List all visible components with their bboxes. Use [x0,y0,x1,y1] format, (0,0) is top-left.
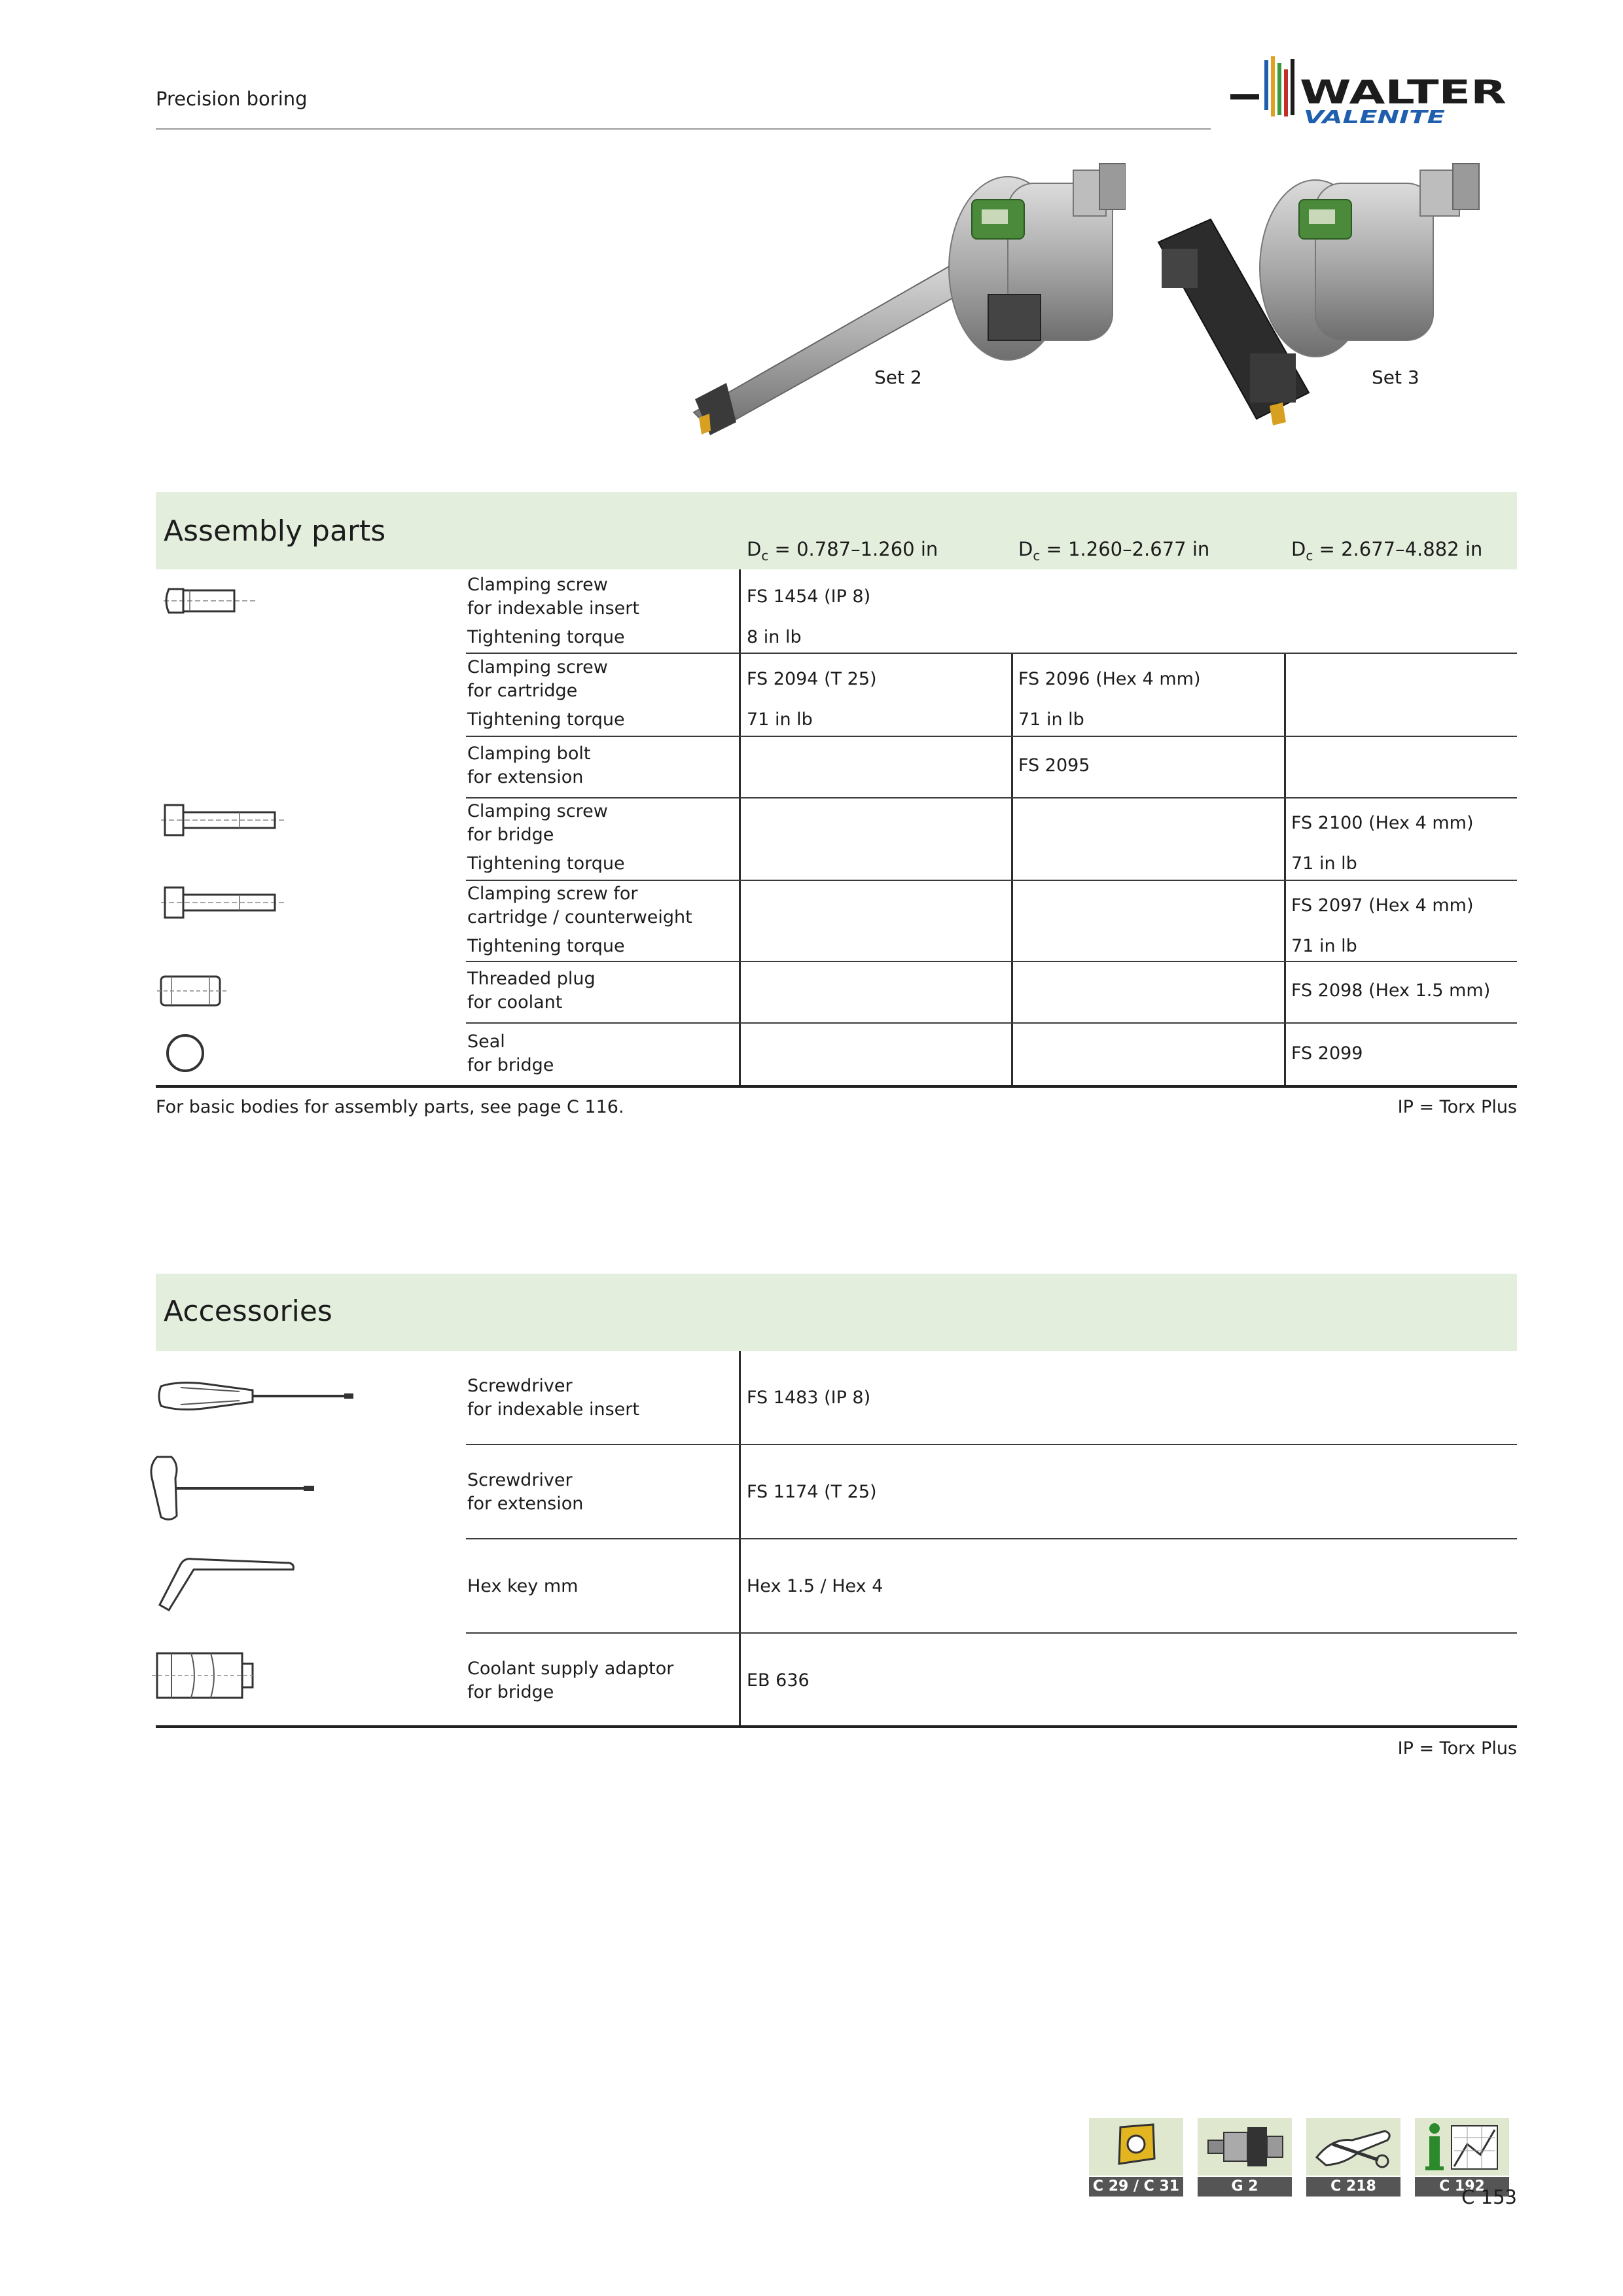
table-cell-value: FS 2095 [1018,755,1090,776]
torque-label: Tightening torque [467,627,625,647]
svg-text:VALENITE: VALENITE [1304,106,1445,128]
table-cell-value: 71 in lb [747,709,813,730]
table-cell-value: EB 636 [747,1670,810,1691]
table-cell-value: 71 in lb [1291,936,1357,956]
assembly-torx-note: IP = Torx Plus [1397,1097,1517,1117]
table-cell-desc: Screwdriver [467,1470,573,1490]
screwdriver-icon [154,1373,357,1419]
product-image-set-3 [1152,157,1518,445]
table-cell-desc: Clamping screw [467,575,608,595]
insert-icon [1089,2118,1183,2176]
coolant-adaptor-icon [152,1643,257,1708]
table-bottom-rule [156,1725,1517,1728]
assembly-parts-title: Assembly parts [164,514,386,548]
svg-text:WALTER: WALTER [1300,73,1507,111]
accessories-torx-note: IP = Torx Plus [1397,1738,1517,1759]
boring-head-extension-icon [681,157,1126,445]
nav-tile-inserts[interactable] [1089,2118,1183,2197]
table-cell-value: FS 2097 (Hex 4 mm) [1291,895,1474,916]
table-cell-value: FS 1174 (T 25) [747,1482,877,1502]
table-cell-value: FS 2100 (Hex 4 mm) [1291,813,1474,833]
header-rule [156,128,1211,130]
row-divider [466,653,1517,654]
table-cell-desc: Clamping screw [467,657,608,677]
row-divider [466,1632,1517,1634]
table-cell-desc: for extension [467,1494,584,1514]
nav-label: C 192 [1415,2177,1509,2197]
product-image-set-2 [681,157,1126,445]
accessories-title: Accessories [164,1295,332,1328]
info-chart-icon [1415,2118,1509,2176]
torque-label: Tightening torque [467,936,625,956]
nav-label: C 218 [1306,2177,1400,2197]
clamping-screw-cartridge-icon [161,885,285,920]
table-cell-value: FS 1454 (IP 8) [747,586,871,607]
table-cell-desc: Clamping screw for [467,884,638,904]
row-divider [466,961,1517,962]
walter-valenite-logo [1230,54,1518,132]
torque-label: Tightening torque [467,709,625,730]
clamping-screw-bridge-icon [161,802,285,838]
table-cell-desc: Threaded plug [467,969,596,989]
table-cell-value: FS 1483 (IP 8) [747,1388,871,1408]
set-3-label: Set 3 [1372,367,1419,388]
table-cell-desc: for bridge [467,825,554,845]
table-cell-desc: Seal [467,1031,505,1052]
logo-mark-icon [1230,54,1518,132]
hex-key-icon [154,1555,298,1614]
row-divider [466,797,1517,798]
nav-label: G 2 [1198,2177,1292,2197]
table-cell-desc: cartridge / counterweight [467,907,692,927]
row-divider [466,1538,1517,1539]
table-bottom-rule [156,1085,1517,1088]
table-cell-value: FS 2098 (Hex 1.5 mm) [1291,980,1491,1001]
column-header-2: $D_c = 1.260-2.677$ in [1018,538,1210,564]
page-number: C 153 [1461,2186,1517,2208]
table-cell-desc: for indexable insert [467,598,639,619]
wrench-hand-icon [1306,2118,1400,2176]
row-divider [466,736,1517,737]
column-header-3: $D_c = 2.677-4.882$ in [1291,538,1483,564]
set-2-label: Set 2 [874,367,922,388]
table-cell-desc: Hex key mm [467,1576,579,1596]
clamping-screw-icon [164,581,255,620]
table-cell-value: FS 2094 (T 25) [747,669,877,689]
table-cell-desc: Clamping bolt [467,744,591,764]
table-cell-value: 71 in lb [1291,853,1357,874]
nav-tile-handling[interactable] [1306,2118,1400,2197]
column-header-1: $D_c = 0.787-1.260$ in [747,538,938,564]
column-divider [739,569,741,1088]
column-divider [739,1351,741,1728]
table-cell-desc: Screwdriver [467,1376,573,1396]
table-cell-desc: for cartridge [467,681,578,701]
section-title: Precision boring [156,88,308,110]
assembly-footnote: For basic bodies for assembly parts, see page C 116. [156,1097,624,1117]
nav-tile-adaptors[interactable] [1198,2118,1292,2197]
table-cell-desc: for indexable insert [467,1399,639,1420]
torque-label: Tightening torque [467,853,625,874]
threaded-plug-icon [157,971,229,1011]
nav-label: C 29 / C 31 [1089,2177,1183,2197]
table-cell-desc: Clamping screw [467,801,608,821]
adaptor-icon [1198,2118,1292,2176]
table-cell-desc: for bridge [467,1682,554,1702]
table-cell-value: 71 in lb [1018,709,1084,730]
table-cell-value: FS 2096 (Hex 4 mm) [1018,669,1201,689]
nav-tile-technical-info[interactable] [1415,2118,1509,2197]
t-handle-screwdriver-icon [148,1452,318,1524]
table-cell-desc: for coolant [467,992,563,1013]
boring-head-bridge-icon [1152,157,1518,445]
row-divider [466,1444,1517,1445]
table-cell-desc: for extension [467,767,584,787]
table-cell-value: 8 in lb [747,627,802,647]
table-cell-desc: for bridge [467,1055,554,1075]
row-divider [466,880,1517,881]
accessories-band [156,1274,1517,1351]
row-divider [466,1022,1517,1024]
seal-ring-icon [164,1031,207,1075]
table-cell-value: Hex 1.5 / Hex 4 [747,1576,883,1596]
table-cell-value: FS 2099 [1291,1043,1363,1064]
table-cell-desc: Coolant supply adaptor [467,1659,674,1679]
